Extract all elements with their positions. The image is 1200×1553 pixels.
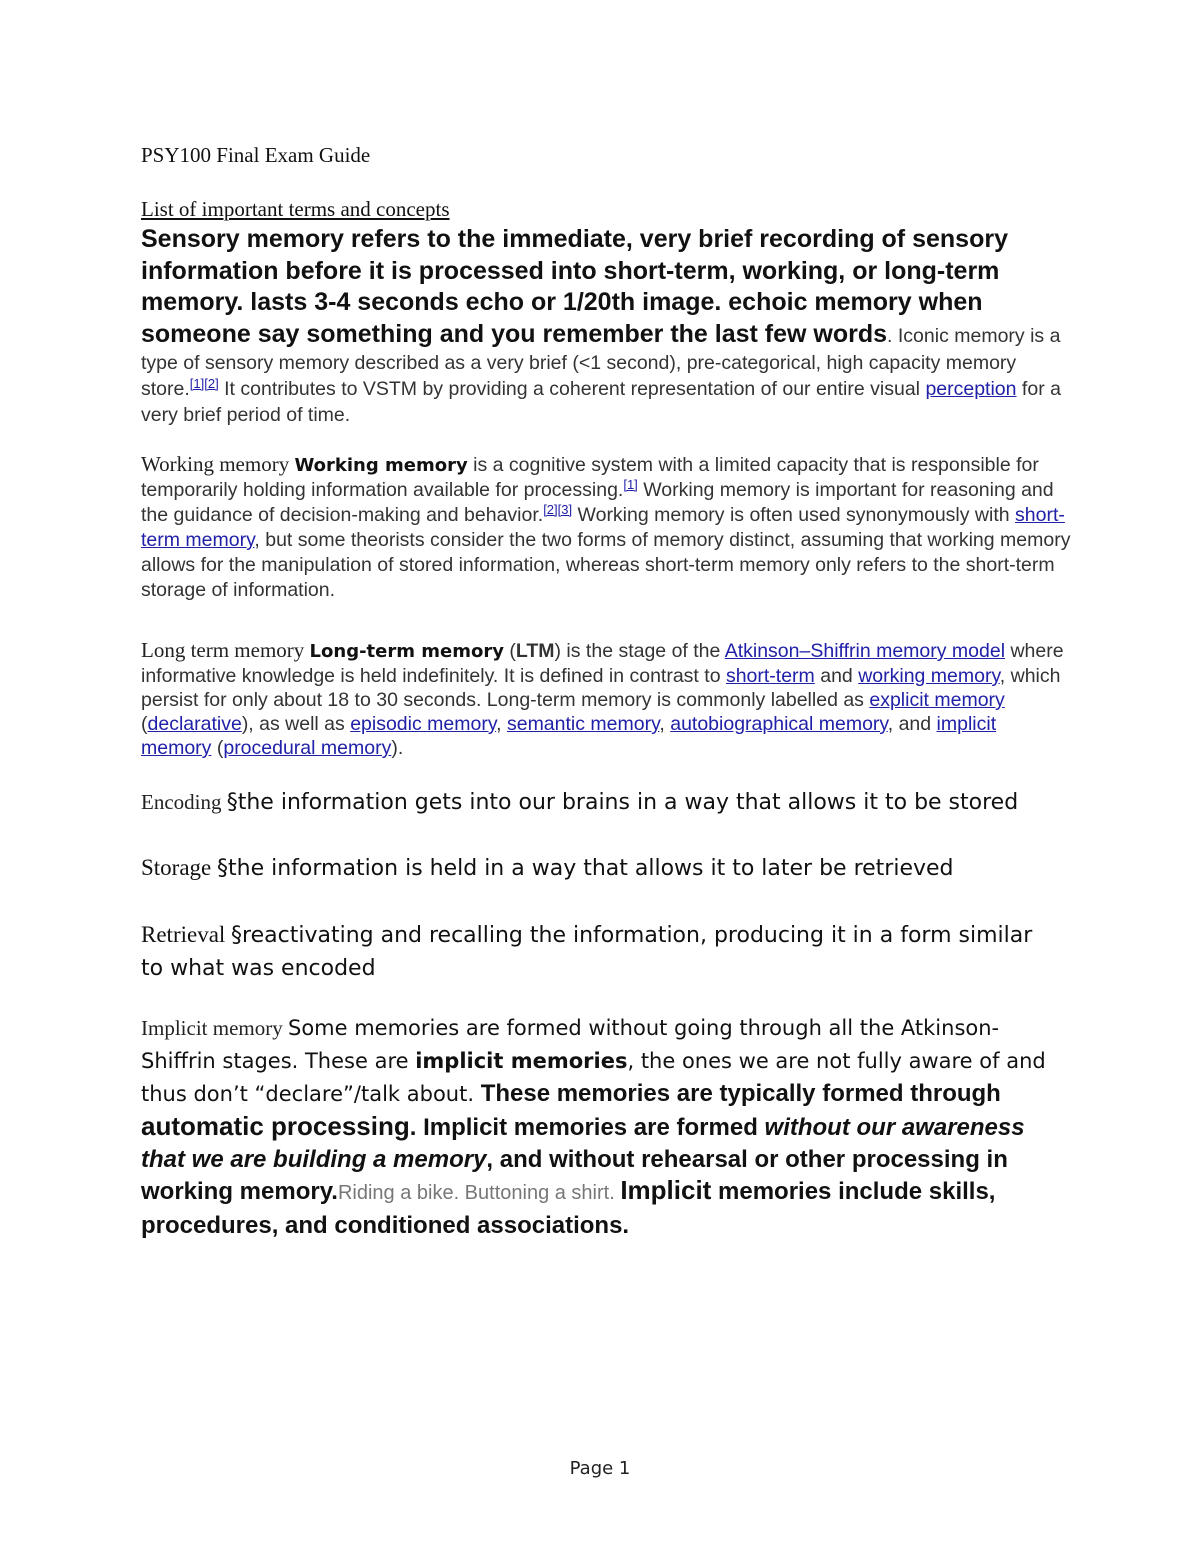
term-label: Encoding: [141, 790, 227, 814]
short-term-memory-link[interactable]: short-term memory: [141, 504, 1065, 551]
term-label: Retrieval: [141, 922, 232, 947]
automatic-processing-text: automatic processing: [141, 1111, 410, 1141]
paragraph-text: , and without rehearsal or other processing in working memory.: [141, 1145, 1008, 1205]
examples-text: Riding a bike. Buttoning a shirt.: [337, 1182, 621, 1204]
term-bold: Working memory: [294, 455, 468, 476]
implicit-memories-bold: implicit memories: [415, 1049, 628, 1073]
paragraph-text: These memories are typically formed through: [480, 1080, 1001, 1107]
brief-period-text: for a very brief period of time.: [141, 378, 1061, 426]
short-term-link[interactable]: short-term: [725, 665, 815, 687]
paragraph-text: ,: [496, 713, 507, 735]
long-term-memory-paragraph: [141, 638, 1071, 760]
autobiographical-memory-link[interactable]: autobiographical memory: [670, 713, 888, 735]
paragraph-text: Working memory is important for reasoning and the guidance of decision-making and behavior.: [141, 479, 1054, 526]
paragraph-text: where informative knowledge is held indefinitely. It is defined in contrast to: [141, 640, 1064, 687]
implicit-memory-paragraph: [141, 1012, 1071, 1241]
term-bold: Long-term memory: [309, 641, 504, 662]
citation-link[interactable]: [2]: [543, 502, 558, 517]
sensory-memory-paragraph: [141, 224, 1061, 428]
term-label: Long term memory: [141, 638, 310, 662]
working-memory-paragraph: [141, 452, 1071, 603]
storage-paragraph: [141, 851, 1081, 885]
iconic-memory-text: Iconic memory is a type of sensory memory described as a very brief (<1 second), pre-categorical, high capacity memory store.: [141, 324, 1061, 400]
semantic-memory-link[interactable]: semantic memory: [506, 713, 660, 735]
term-label: Implicit memory: [141, 1016, 288, 1040]
citation-link[interactable]: [2]: [204, 376, 219, 391]
paragraph-text: Working memory is often used synonymously with: [572, 504, 1016, 526]
citation-link[interactable]: [1]: [623, 477, 638, 492]
paragraph-text: §the information is held in a way that allows it to later be retrieved: [217, 856, 954, 881]
sensory-period: .: [887, 324, 893, 347]
ltm-abbrev: LTM: [515, 640, 555, 662]
paragraph-text: Some memories are formed without going through all the Atkinson-Shiffrin stages. These are: [141, 1016, 1000, 1073]
retrieval-paragraph: [141, 918, 1041, 985]
paragraph-text: , but some theorists consider the two forms of memory distinct, assuming that working memory allows for the manipulation of stored information, whereas short-term memory only refers to the short-term storage of information.: [141, 529, 1071, 601]
paragraph-text: , which persist for only about 18 to 30 seconds. Long-term memory is commonly labelled as: [141, 665, 1061, 711]
citation-link[interactable]: [3]: [557, 502, 573, 517]
atkinson-shiffrin-link[interactable]: Atkinson–Shiffrin memory model: [724, 640, 1006, 662]
paragraph-text: and: [814, 665, 859, 687]
citation-link[interactable]: [1]: [189, 376, 205, 391]
paragraph-text: memories include skills, procedures, and conditioned associations.: [141, 1178, 996, 1239]
paragraph-text: is a cognitive system with a limited capacity that is responsible for temporarily holding information available for processing.: [141, 454, 1039, 501]
paragraph-text: , the ones we are not fully aware of and thus don’t “declare”/talk about.: [141, 1049, 1046, 1106]
paragraph-text: (: [211, 737, 224, 759]
declarative-link[interactable]: declarative: [147, 713, 242, 735]
sensory-bold-text: Sensory memory refers to the immediate, very brief recording of sensory information before it is processed into short-term, working, or long-term memory. lasts 3-4 seconds echo or 1/20th image. echoic memory when someone say something and you remember the last few words: [141, 225, 1008, 348]
awareness-italic-text: without our awareness that we are building a memory: [141, 1114, 1025, 1173]
paragraph-text: ), as well as: [241, 713, 351, 735]
encoding-paragraph: [141, 786, 1081, 819]
paragraph-text: §the information gets into our brains in a way that allows it to be stored: [226, 790, 1019, 815]
paragraph-text: §reactivating and recalling the information, producing it in a form similar to what was encoded: [141, 923, 1033, 981]
explicit-memory-link[interactable]: explicit memory: [869, 689, 1005, 711]
section-subtitle: List of important terms and concepts: [141, 197, 450, 221]
page-title: PSY100 Final Exam Guide: [141, 143, 371, 167]
perception-link[interactable]: perception: [925, 378, 1017, 400]
paragraph-text: . Implicit memories are formed: [409, 1114, 765, 1141]
episodic-memory-link[interactable]: episodic memory: [350, 713, 497, 735]
implicit-memory-link[interactable]: implicit memory: [141, 713, 997, 759]
paragraph-text: ) is the stage of the: [554, 640, 725, 662]
term-label: Working memory: [141, 452, 295, 476]
page-number: Page 1: [569, 1458, 631, 1479]
paragraph-text: ).: [391, 737, 404, 759]
paragraph-text: (: [141, 713, 148, 735]
implicit-bold: Implicit: [620, 1175, 712, 1205]
working-memory-link[interactable]: working memory: [858, 665, 1000, 687]
term-label: Storage: [141, 855, 218, 880]
paragraph-text: (: [503, 640, 516, 662]
vstm-text: It contributes to VSTM by providing a coherent representation of our entire visual: [218, 378, 926, 400]
paragraph-text: , and: [887, 713, 937, 735]
paragraph-text: ,: [659, 713, 671, 735]
procedural-memory-link[interactable]: procedural memory: [223, 737, 392, 759]
